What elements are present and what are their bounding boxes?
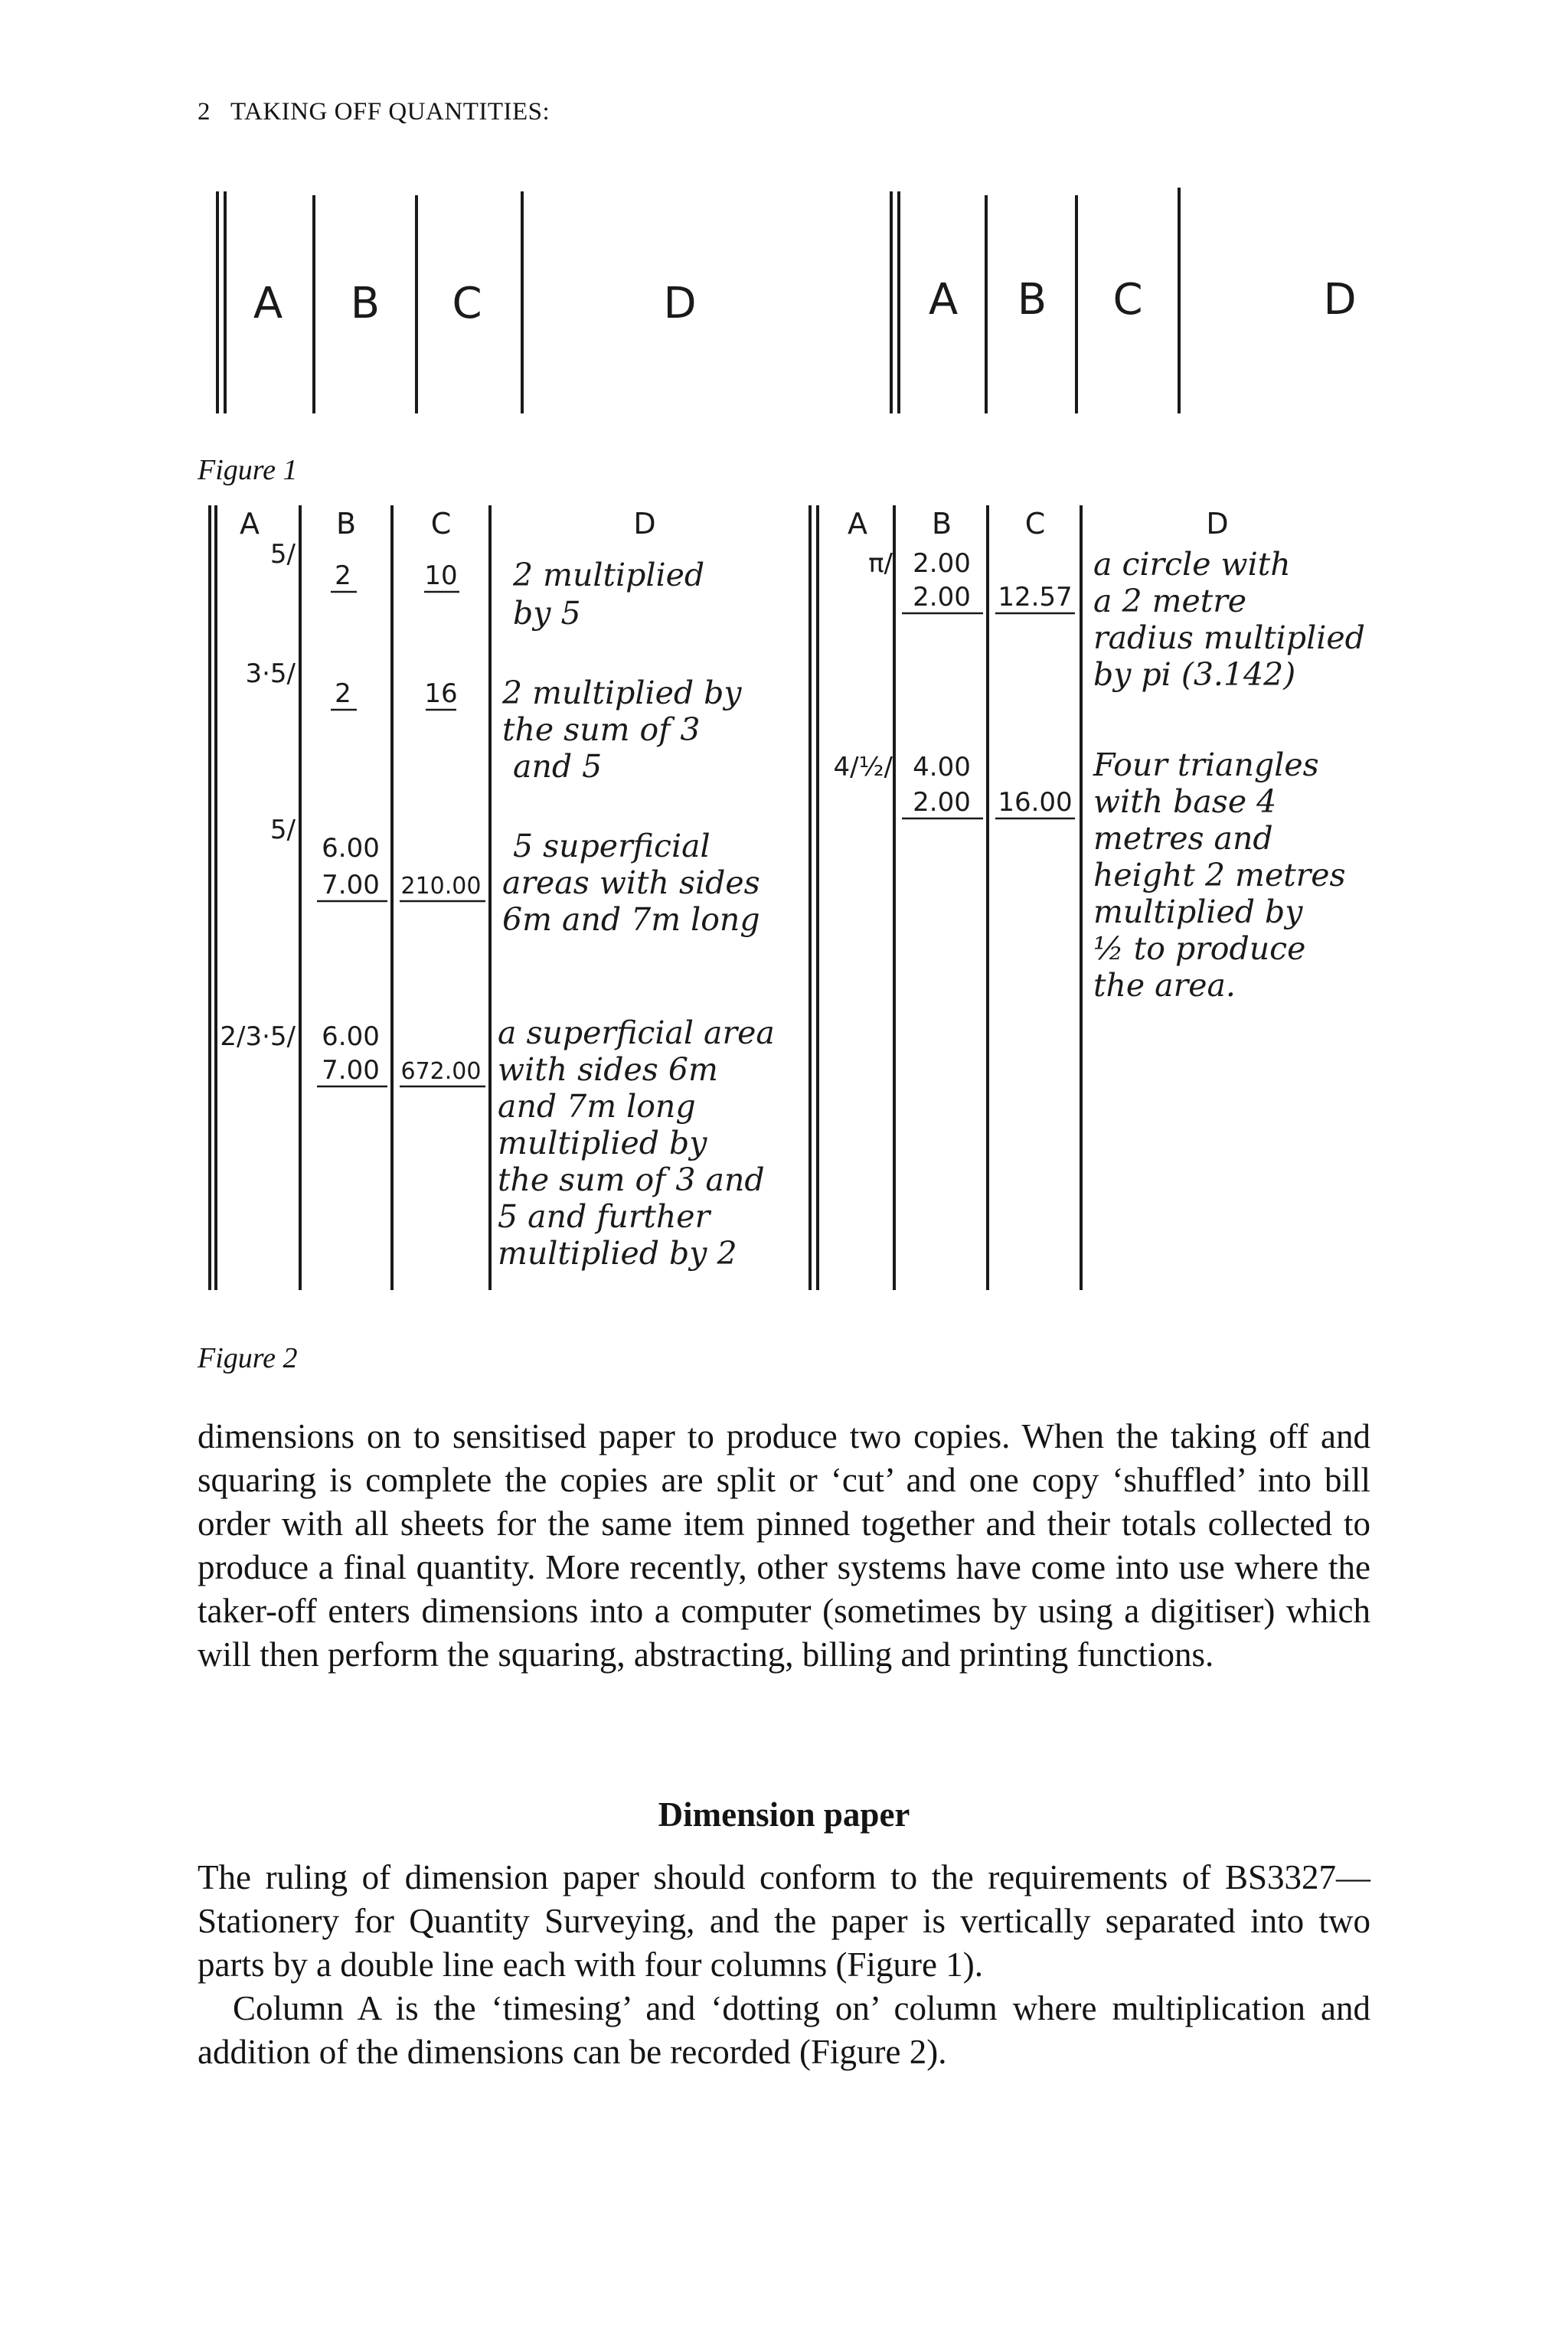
body-paragraph-continued xyxy=(198,1415,1370,1677)
figure-1-caption: Figure 1 xyxy=(198,454,298,486)
timesing-factor: π/ xyxy=(868,548,893,579)
description-line: 2 multiplied xyxy=(513,557,705,593)
fig2-hdr-b-right: B xyxy=(931,507,952,541)
description-line: multiplied by 2 xyxy=(498,1235,737,1272)
description-line: 5 superficial xyxy=(513,828,710,864)
fig2-hdr-a-right: A xyxy=(848,507,867,541)
fig2-hdr-a-left: A xyxy=(240,507,260,541)
description-line: and 5 xyxy=(513,748,603,785)
fig2-right-ruling xyxy=(818,505,1081,1290)
description-line: ½ to produce xyxy=(1093,930,1306,967)
paragraph: dimensions on to sensitised paper to produce two copies. When the taking off and squaring is complete the copies are split or ‘cut’ and one copy ‘shuffled’ into bill order with all sheets for the same item pinned together and their totals collected to produce a final quantity. More recently, other systems have come into use where the taker-off enters dimensions into a computer (sometimes by using a digitiser) which will then perform the squaring, abstracting, billing and printing functions. xyxy=(198,1417,1370,1674)
left-entry-1 xyxy=(270,539,704,632)
description-line: multiplied by xyxy=(1093,893,1303,930)
fig1-col-a-right: A xyxy=(928,275,959,325)
right-entry-2 xyxy=(834,746,1346,1004)
description-line: metres and xyxy=(1093,820,1273,857)
section-body xyxy=(198,1856,1370,2074)
dimension-value: 6.00 xyxy=(322,1021,380,1052)
fig2-hdr-c-right: C xyxy=(1024,507,1046,541)
fig1-col-c-right: C xyxy=(1112,275,1143,325)
dimension-value: 4.00 xyxy=(913,752,971,782)
fig2-hdr-d-right: D xyxy=(1206,507,1229,541)
description-line: height 2 metres xyxy=(1093,857,1346,893)
fig1-col-d-right: D xyxy=(1323,275,1357,325)
figure-1-ruling xyxy=(207,184,1401,429)
figure-2-caption: Figure 2 xyxy=(198,1342,298,1374)
dimension-value: 7.00 xyxy=(322,870,380,900)
fig2-hdr-c-left: C xyxy=(430,507,452,541)
fig1-col-b-left: B xyxy=(350,279,381,328)
description-line: by pi (3.142) xyxy=(1093,656,1296,693)
squared-value: 672.00 xyxy=(400,1058,482,1085)
dimension-value: 7.00 xyxy=(322,1055,380,1086)
timesing-factor: 5/ xyxy=(270,815,296,845)
description-line: multiplied by xyxy=(498,1125,707,1161)
description-line: a superficial area xyxy=(498,1014,775,1051)
timesing-factor: 4/½/ xyxy=(833,752,893,782)
left-entry-4 xyxy=(220,1014,774,1272)
dimension-value: 2.00 xyxy=(913,548,971,579)
description-line: areas with sides xyxy=(502,864,760,901)
description-line: a circle with xyxy=(1093,546,1291,583)
squared-value: 210.00 xyxy=(400,873,482,900)
description-line: the area. xyxy=(1093,967,1236,1004)
description-line: and 7m long xyxy=(498,1088,696,1125)
dimension-value: 2.00 xyxy=(913,582,971,612)
timesing-factor: 5/ xyxy=(270,539,296,570)
fig2-hdr-d-left: D xyxy=(633,507,656,541)
section-heading: Dimension paper xyxy=(658,1795,910,1834)
right-entry-1 xyxy=(868,546,1365,693)
dimension-value: 2.00 xyxy=(913,787,971,818)
fig1-col-a-left: A xyxy=(253,279,283,328)
squared-value: 10 xyxy=(424,560,458,591)
description-line: radius multiplied xyxy=(1093,619,1365,656)
description-line: the sum of 3 xyxy=(502,711,701,748)
description-line: a 2 metre xyxy=(1093,583,1247,619)
dimension-value: 2 xyxy=(335,560,351,591)
figure-2-worked-example xyxy=(199,501,1393,1305)
fig1-col-c-left: C xyxy=(452,279,482,328)
description-line: Four triangles xyxy=(1093,746,1319,783)
timesing-factor: 3·5/ xyxy=(245,658,296,689)
paragraph: Column A is the ‘timesing’ and ‘dotting on’ column where multiplication and addition of the dimensions can be recorded (Figure 2). xyxy=(198,1989,1370,2071)
left-entry-3 xyxy=(270,815,760,938)
description-line: 5 and further xyxy=(498,1198,710,1235)
paragraph: The ruling of dimension paper should conform to the requirements of BS3327—Stationery for Quantity Surveying, and the paper is vertically separated into two parts by a double line each with four columns (Figure 1). xyxy=(198,1858,1370,1984)
running-header xyxy=(198,98,550,126)
left-entry-2 xyxy=(245,658,742,785)
description-line: with sides 6m xyxy=(498,1051,718,1088)
fig1-col-d-left: D xyxy=(663,279,697,328)
timesing-factor: 2/3·5/ xyxy=(220,1021,296,1052)
description-line: with base 4 xyxy=(1093,783,1277,820)
running-title: TAKING OFF QUANTITIES: xyxy=(230,98,550,126)
fig1-col-b-right: B xyxy=(1017,275,1047,325)
page-number: 2 xyxy=(198,98,211,126)
squared-value: 12.57 xyxy=(998,582,1073,612)
description-line: the sum of 3 and xyxy=(498,1161,765,1198)
squared-value: 16 xyxy=(424,678,458,709)
dimension-value: 2 xyxy=(335,678,351,709)
fig2-hdr-b-left: B xyxy=(335,507,357,541)
description-line: by 5 xyxy=(513,595,581,632)
description-line: 6m and 7m long xyxy=(502,901,760,938)
dimension-value: 6.00 xyxy=(322,833,380,864)
squared-value: 16.00 xyxy=(998,787,1073,818)
description-line: 2 multiplied by xyxy=(502,675,742,711)
